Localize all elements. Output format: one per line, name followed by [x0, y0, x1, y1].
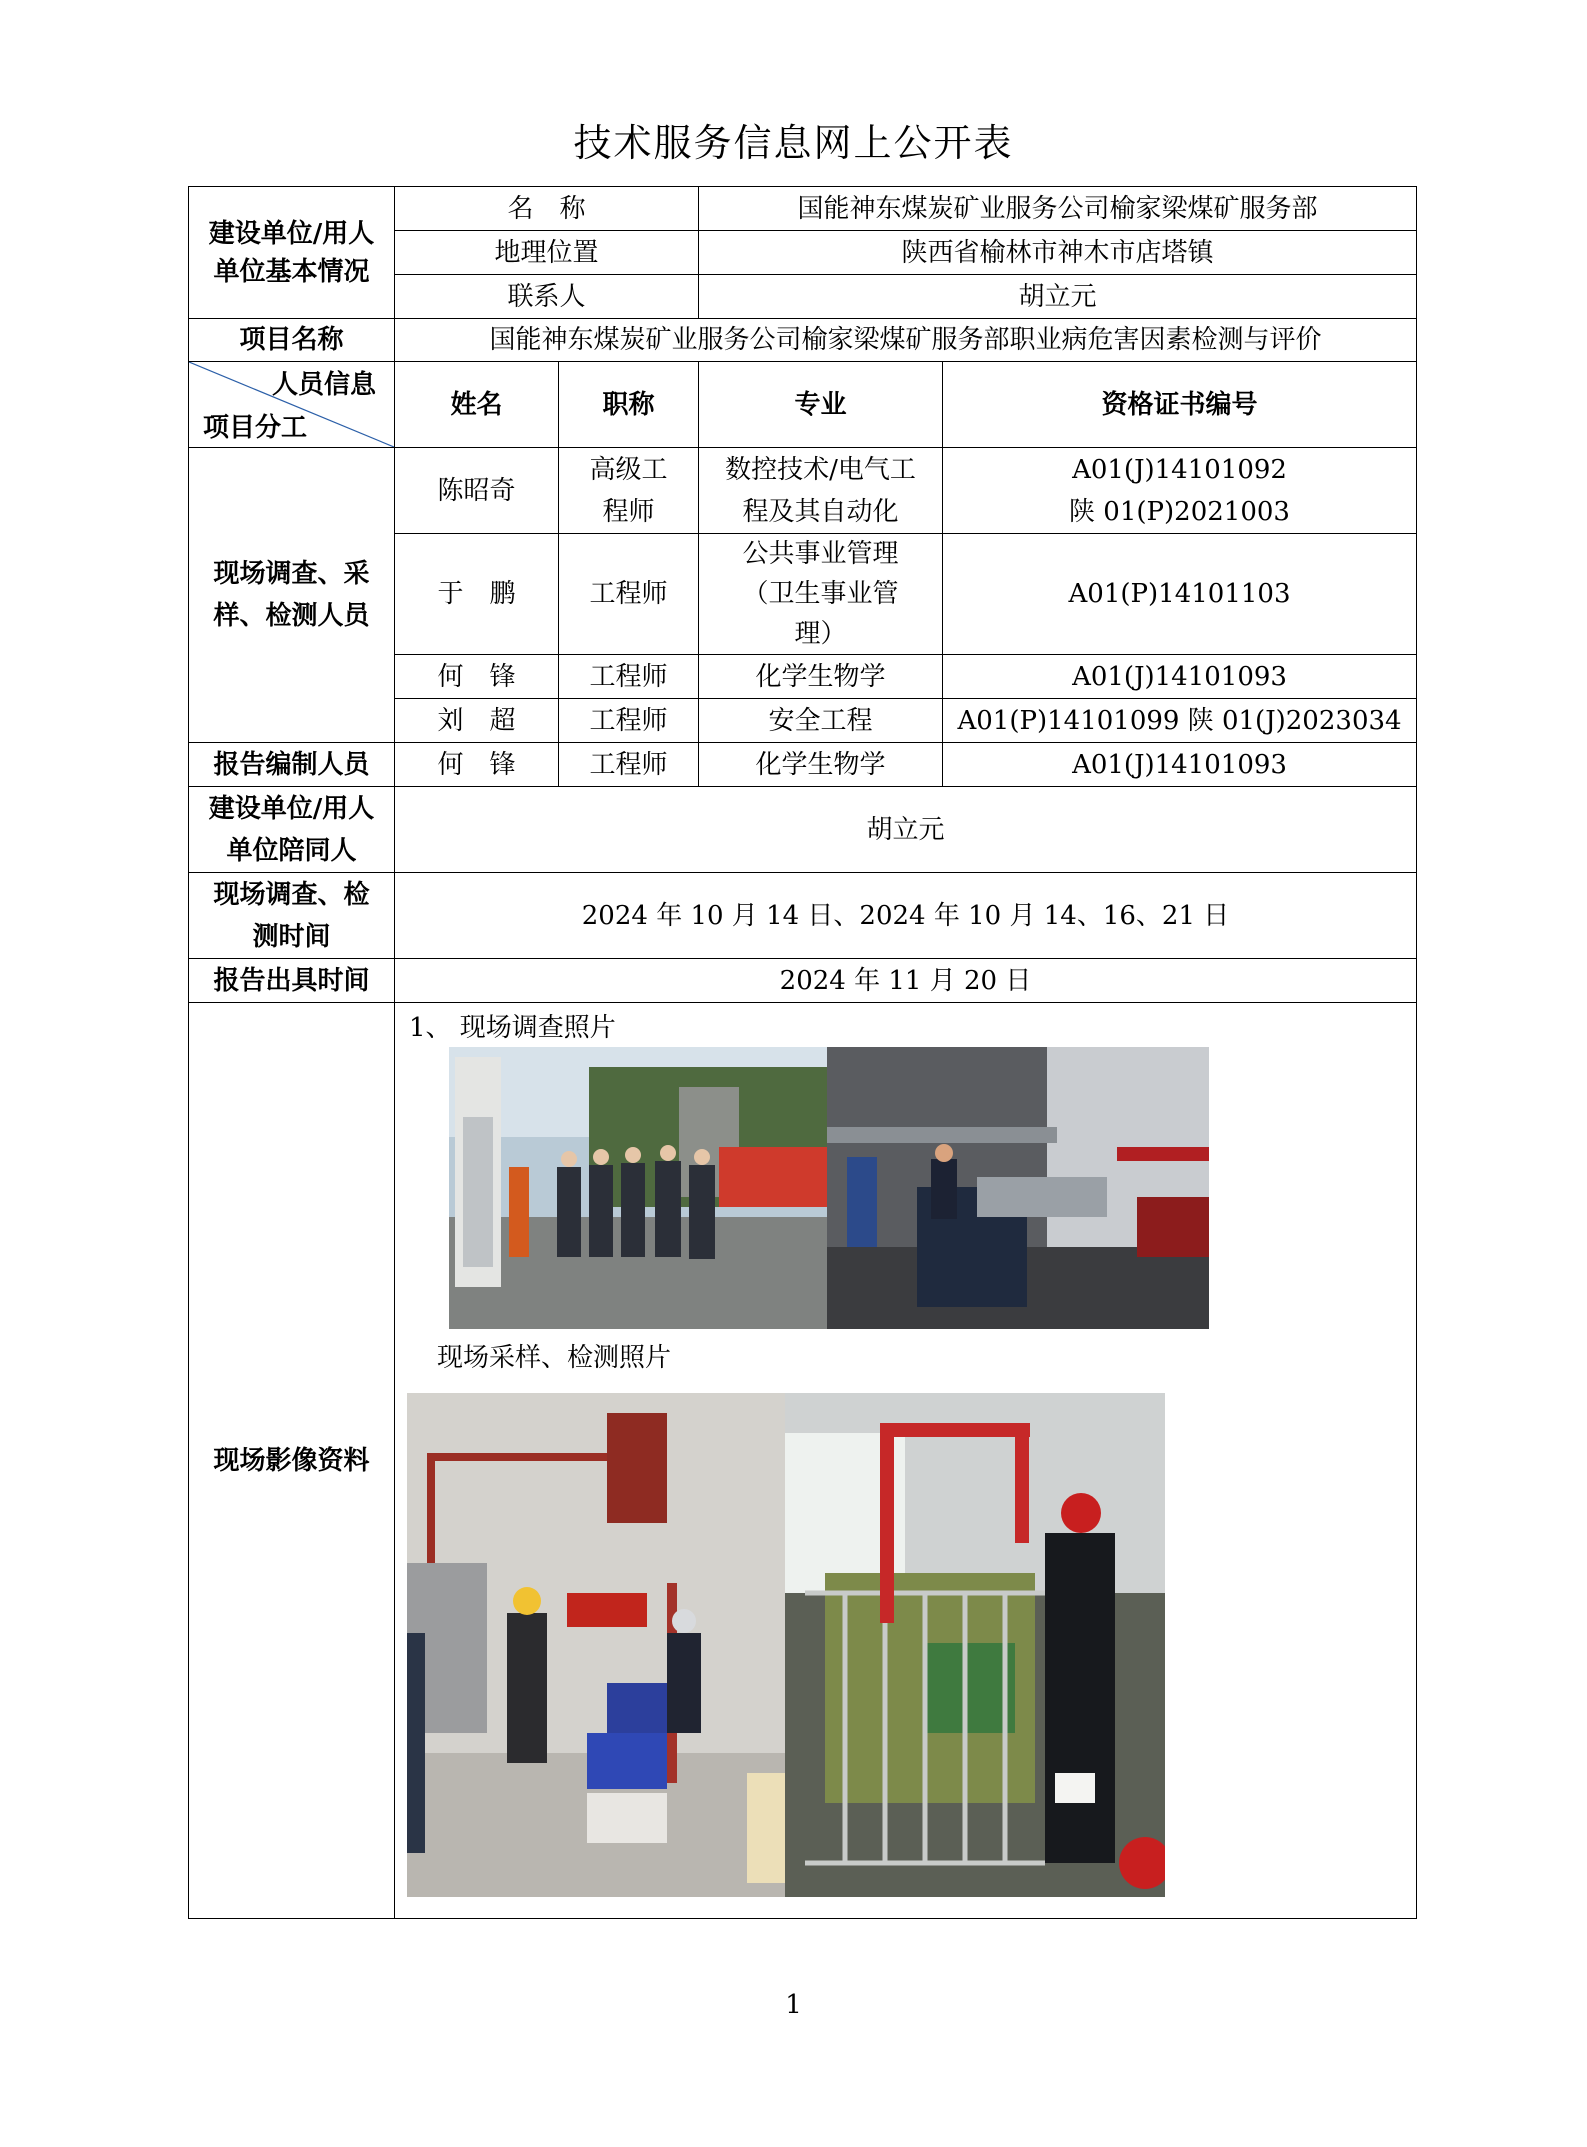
report-author-title: 工程师 [559, 743, 699, 787]
unit-contact-key: 联系人 [395, 275, 699, 319]
staff-cert [943, 448, 1417, 534]
diag-top-label: 人员信息 [271, 370, 376, 400]
staff-cert-line1: A01(J)14101092 [1072, 454, 1287, 485]
page-title: 技术服务信息网上公开表 [573, 121, 1014, 165]
unit-contact-value: 胡立元 [699, 275, 1417, 319]
staff-cert-line2: 陕 01(P)2021003 [1069, 496, 1290, 527]
survey-photo-heat-exchanger-room [827, 1047, 1209, 1329]
staff-title: 高级工程师 [559, 448, 699, 534]
sampling-photo-pump-room [407, 1393, 785, 1897]
unit-location-key: 地理位置 [395, 231, 699, 275]
col-cert-header: 资格证书编号 [943, 362, 1417, 448]
survey-time-value: 2024 年 10 月 14 日、2024 年 10 月 14、16、21 日 [395, 873, 1417, 959]
unit-section-label: 建设单位/用人单位基本情况 [189, 187, 395, 319]
unit-name-value: 国能神东煤炭矿业服务公司榆家梁煤矿服务部 [699, 187, 1417, 231]
media-label: 现场影像资料 [189, 1003, 395, 1919]
staff-title: 工程师 [559, 534, 699, 655]
field-staff-label: 现场调查、采样、检测人员 [189, 448, 395, 743]
disclosure-table [188, 186, 1417, 1919]
staff-major: 化学生物学 [699, 655, 943, 699]
survey-photo-group-at-gate [449, 1047, 827, 1329]
media-cell [395, 1003, 1417, 1919]
staff-title: 工程师 [559, 699, 699, 743]
staff-name: 陈昭奇 [395, 448, 559, 534]
project-value: 国能神东煤炭矿业服务公司榆家梁煤矿服务部职业病危害因素检测与评价 [395, 319, 1417, 362]
staff-cert: A01(J)14101093 [943, 655, 1417, 699]
report-author-label: 报告编制人员 [189, 743, 395, 787]
escort-value: 胡立元 [395, 787, 1417, 873]
staff-name: 刘 超 [395, 699, 559, 743]
staff-major: 公共事业管理（卫生事业管理） [699, 534, 943, 655]
staff-title: 工程师 [559, 655, 699, 699]
personnel-diagonal-header [189, 362, 395, 448]
report-time-label: 报告出具时间 [189, 959, 395, 1003]
staff-name: 何 锋 [395, 655, 559, 699]
survey-photo-caption: 1、 现场调查照片 [409, 1013, 616, 1043]
survey-time-label: 现场调查、检测时间 [189, 873, 395, 959]
escort-label: 建设单位/用人单位陪同人 [189, 787, 395, 873]
report-author-name: 何 锋 [395, 743, 559, 787]
report-author-major: 化学生物学 [699, 743, 943, 787]
report-time-value: 2024 年 11 月 20 日 [395, 959, 1417, 1003]
diag-bottom-label: 项目分工 [203, 413, 308, 443]
staff-major: 数控技术/电气工程及其自动化 [699, 448, 943, 534]
unit-name-key: 名 称 [395, 187, 699, 231]
sampling-photo-caption: 现场采样、检测照片 [437, 1343, 672, 1373]
report-author-cert: A01(J)14101093 [943, 743, 1417, 787]
staff-major: 安全工程 [699, 699, 943, 743]
col-title-header: 职称 [559, 362, 699, 448]
page-number: 1 [785, 1990, 802, 2020]
project-label: 项目名称 [189, 319, 395, 362]
col-major-header: 专业 [699, 362, 943, 448]
col-name-header: 姓名 [395, 362, 559, 448]
staff-cert: A01(P)14101103 [943, 534, 1417, 655]
staff-cert: A01(P)14101099 陕 01(J)2023034 [943, 699, 1417, 743]
unit-location-value: 陕西省榆林市神木市店塔镇 [699, 231, 1417, 275]
staff-name: 于 鹏 [395, 534, 559, 655]
sampling-photo-equipment-cage [785, 1393, 1165, 1897]
